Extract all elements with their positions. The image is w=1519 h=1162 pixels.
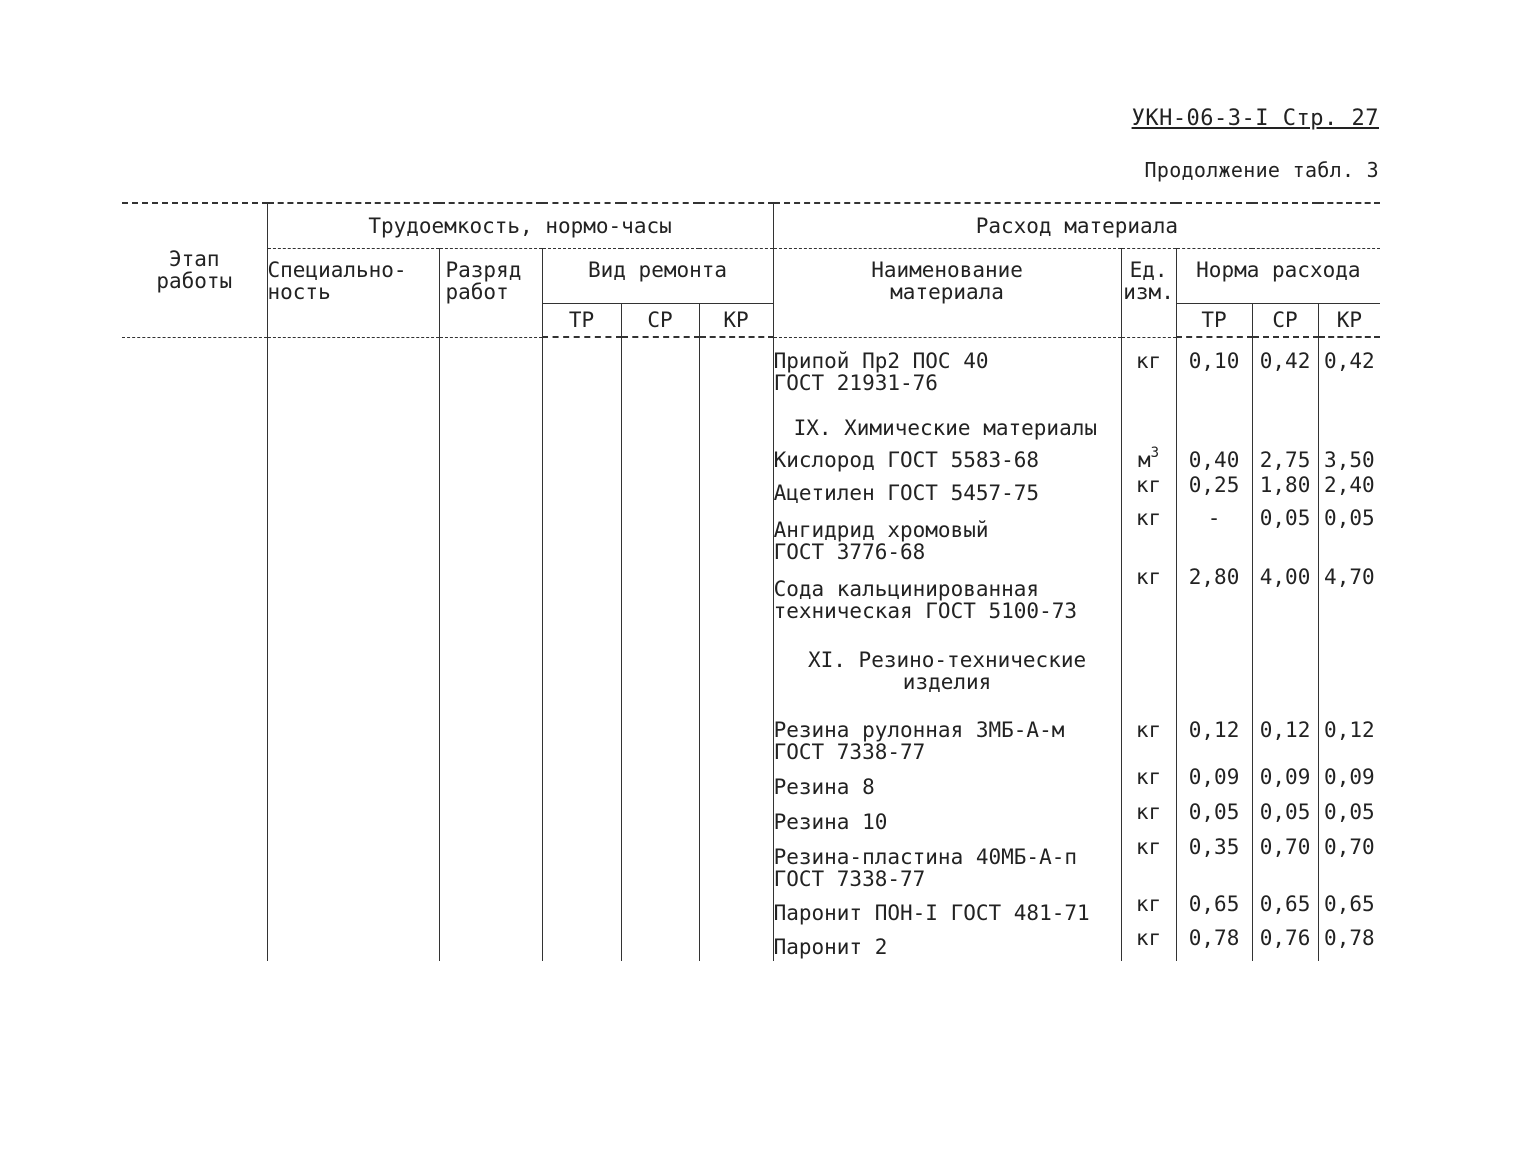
table-row xyxy=(122,927,1380,961)
norm-sr: 0,05 xyxy=(1252,801,1318,836)
material-unit: кг xyxy=(1121,566,1176,625)
norm-kr: 0,05 xyxy=(1318,801,1380,836)
norm-kr: 3,50 xyxy=(1318,449,1380,474)
material-unit: $м^3$ xyxy=(1121,449,1176,474)
header-norm-sr: СР xyxy=(1252,304,1318,338)
header-norm-kr: КР xyxy=(1318,304,1380,338)
norm-tr: 0,10 xyxy=(1176,350,1252,397)
section-row xyxy=(122,625,1380,719)
section-title: IX. Химические материалы xyxy=(773,397,1121,449)
section-row xyxy=(122,397,1380,449)
header-material: Расход материала xyxy=(773,203,1380,249)
unit-superscript: 3 xyxy=(1150,445,1160,461)
material-unit: кг xyxy=(1121,350,1176,397)
norm-kr: 0,65 xyxy=(1318,893,1380,927)
header-labor: Трудоемкость, нормо-часы xyxy=(267,203,773,249)
norm-kr: 4,70 xyxy=(1318,566,1380,625)
norm-sr: 0,65 xyxy=(1252,893,1318,927)
section-title: XI. Резино-технические изделия xyxy=(773,625,1121,719)
material-name: Припой Пр2 ПОС 40 ГОСТ 21931-76 xyxy=(773,350,1121,397)
norm-sr: 0,70 xyxy=(1252,836,1318,893)
norm-kr: 2,40 xyxy=(1318,474,1380,507)
norm-kr: 0,42 xyxy=(1318,350,1380,397)
table-body xyxy=(122,337,1380,961)
table-row xyxy=(122,801,1380,836)
material-name: Резина-пластина 40МБ-А-п ГОСТ 7338-77 xyxy=(773,836,1121,893)
header-repair-sr: СР xyxy=(621,304,699,338)
table-row xyxy=(122,836,1380,893)
norm-sr: 0,12 xyxy=(1252,719,1318,766)
norm-sr: 0,05 xyxy=(1252,507,1318,566)
material-name: Резина рулонная ЗМБ-А-м ГОСТ 7338-77 xyxy=(773,719,1121,766)
norm-tr: 0,78 xyxy=(1176,927,1252,961)
header-stage: Этап работы xyxy=(122,203,267,337)
norm-tr: 0,12 xyxy=(1176,719,1252,766)
norm-kr: 0,78 xyxy=(1318,927,1380,961)
table-row xyxy=(122,766,1380,801)
material-unit: кг xyxy=(1121,801,1176,836)
header-material-name: Наименование материала xyxy=(773,249,1121,338)
material-name: Кислород ГОСТ 5583-68 xyxy=(773,449,1121,474)
norm-tr: 0,35 xyxy=(1176,836,1252,893)
norm-tr: 0,65 xyxy=(1176,893,1252,927)
norm-sr: 2,75 xyxy=(1252,449,1318,474)
norm-kr: 0,05 xyxy=(1318,507,1380,566)
table-row xyxy=(122,474,1380,507)
norm-tr: 0,05 xyxy=(1176,801,1252,836)
norm-sr: 4,00 xyxy=(1252,566,1318,625)
material-name: Сода кальцинированная техническая ГОСТ 5100-73 xyxy=(773,566,1121,625)
norm-tr: 0,40 xyxy=(1176,449,1252,474)
norm-sr: 1,80 xyxy=(1252,474,1318,507)
material-name: Паронит 2 xyxy=(773,927,1121,961)
table-row xyxy=(122,507,1380,566)
material-unit: кг xyxy=(1121,836,1176,893)
header-grade: Разряд работ xyxy=(439,249,542,338)
header-unit: Ед. изм. xyxy=(1121,249,1176,338)
norm-tr: 2,80 xyxy=(1176,566,1252,625)
table-row xyxy=(122,893,1380,927)
table-row xyxy=(122,719,1380,766)
table-continuation-label: Продолжение табл. 3 xyxy=(1144,158,1379,182)
header-norm: Норма расхода xyxy=(1176,249,1380,304)
norm-tr: 0,09 xyxy=(1176,766,1252,801)
material-unit: кг xyxy=(1121,719,1176,766)
material-unit: кг xyxy=(1121,766,1176,801)
norm-kr: 0,12 xyxy=(1318,719,1380,766)
header-norm-tr: ТР xyxy=(1176,304,1252,338)
material-unit: кг xyxy=(1121,507,1176,566)
materials-table xyxy=(122,202,1380,961)
norm-sr: 0,42 xyxy=(1252,350,1318,397)
norm-sr: 0,76 xyxy=(1252,927,1318,961)
material-name: Резина 10 xyxy=(773,801,1121,836)
header-repair-type: Вид ремонта xyxy=(542,249,773,304)
material-name: Ангидрид хромовый ГОСТ 3776-68 xyxy=(773,507,1121,566)
page-id: УКН-06-3-I Стр. 27 xyxy=(1131,106,1379,131)
norm-sr: 0,09 xyxy=(1252,766,1318,801)
norm-tr: - xyxy=(1176,507,1252,566)
norm-kr: 0,70 xyxy=(1318,836,1380,893)
header-repair-kr: КР xyxy=(699,304,773,338)
table-row xyxy=(122,449,1380,474)
material-unit: кг xyxy=(1121,474,1176,507)
material-unit: кг xyxy=(1121,893,1176,927)
norm-tr: 0,25 xyxy=(1176,474,1252,507)
header-repair-tr: ТР xyxy=(542,304,621,338)
norm-kr: 0,09 xyxy=(1318,766,1380,801)
table-row xyxy=(122,350,1380,397)
material-name: Резина 8 xyxy=(773,766,1121,801)
material-name: Ацетилен ГОСТ 5457-75 xyxy=(773,474,1121,507)
table-row xyxy=(122,566,1380,625)
table-header xyxy=(122,203,1380,337)
material-unit: кг xyxy=(1121,927,1176,961)
material-name: Паронит ПОН-I ГОСТ 481-71 xyxy=(773,893,1121,927)
header-specialty: Специально- ность xyxy=(267,249,439,338)
